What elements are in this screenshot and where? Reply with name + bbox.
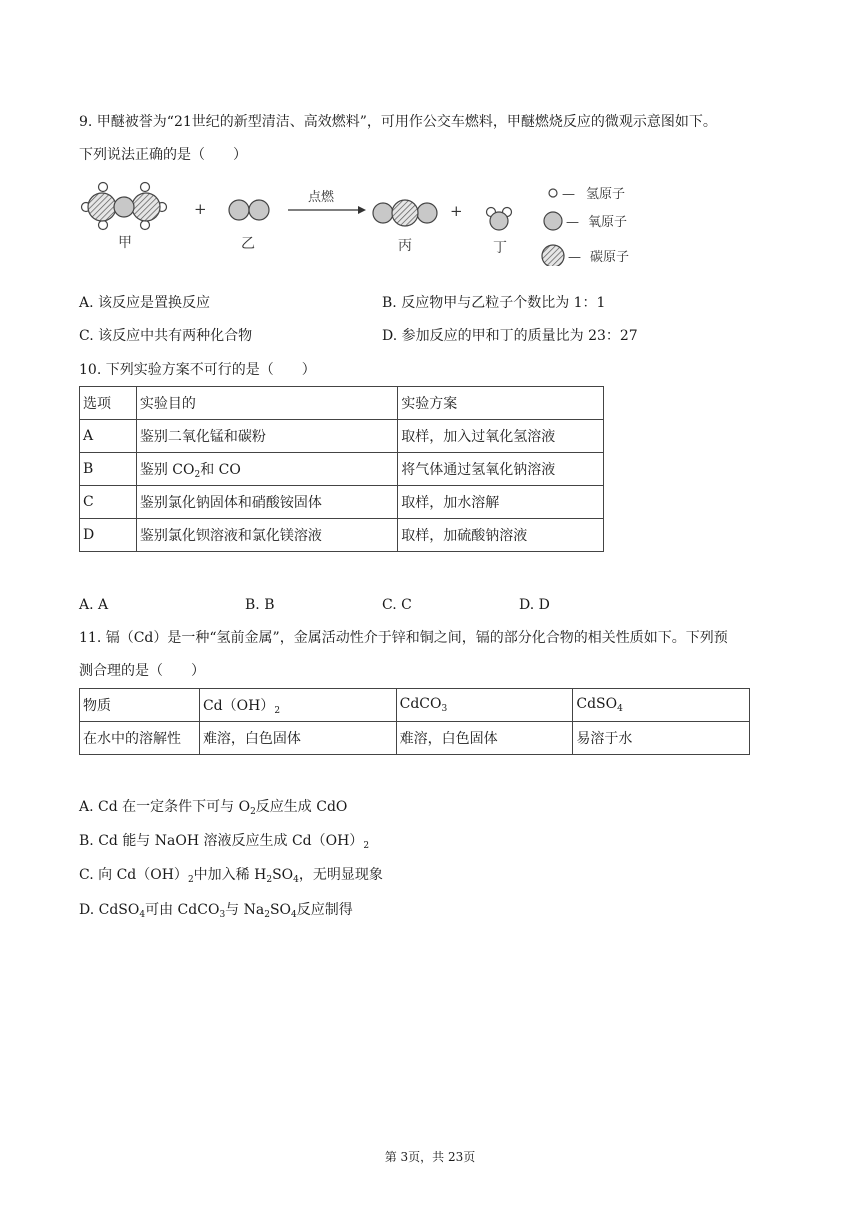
table-cell: C (80, 486, 137, 519)
molecule-ding (487, 208, 512, 231)
table-cell: 将气体通过氢氧化钠溶液 (398, 453, 604, 486)
subscript: 2 (264, 910, 270, 920)
reaction-diagram (76, 176, 646, 266)
q9-stem-line2: 下列说法正确的是（ ） (79, 147, 247, 163)
q11-option-b[interactable] (79, 831, 369, 856)
hydrogen-atom (141, 221, 150, 230)
subscript: 4 (139, 910, 146, 920)
carbon-atom (88, 193, 116, 221)
option-text: 可由 CdCO (145, 902, 220, 918)
q11-option-c[interactable] (79, 865, 383, 890)
q9-stem-line1: 9. 甲醚被誉为“21世纪的新型清洁、高效燃料”，可用作公交车燃料，甲醚燃烧反应的微观示意图如下。 (79, 114, 717, 130)
q11-stem-line2: 测合理的是（ ） (79, 663, 205, 679)
q10-option-a[interactable]: A. A (79, 597, 109, 613)
option-text: SO (269, 902, 292, 918)
q10-option-c[interactable]: C. C (382, 597, 412, 613)
table-header-cell: 实验方案 (398, 387, 604, 420)
table-cell: A (80, 420, 137, 453)
reaction-condition: 点燃 (308, 190, 335, 205)
q9-option-b[interactable]: B. 反应物甲与乙粒子个数比为 1：1 (382, 295, 606, 311)
cell-text: Cd（OH） (202, 697, 275, 714)
option-text: C. 向 Cd（OH） (79, 867, 188, 883)
oxygen-atom (114, 197, 134, 217)
table-cell: 取样，加入过氧化氢溶液 (398, 420, 604, 453)
q11-option-d[interactable] (79, 900, 353, 925)
subscript: 2 (187, 875, 194, 885)
carbon-atom (132, 193, 160, 221)
legend-dash: — (568, 250, 581, 265)
hydrogen-legend-icon (549, 189, 557, 197)
option-text: SO (272, 867, 294, 883)
option-text: 反应生成 CdO (255, 799, 348, 815)
plus-sign: + (194, 200, 207, 218)
subscript: 4 (291, 910, 297, 920)
table-cell: 难溶，白色固体 (199, 722, 396, 755)
subscript: 2 (274, 705, 281, 716)
option-text: B. Cd 能与 NaOH 溶液反应生成 Cd（OH） (79, 833, 364, 849)
option-text: ，无明显现象 (298, 867, 383, 883)
q9-option-d[interactable]: D. 参加反应的甲和丁的质量比为 23：27 (382, 328, 638, 344)
table-cell: 在水中的溶解性 (80, 722, 200, 755)
subscript: 3 (441, 704, 448, 714)
table-row (80, 519, 604, 552)
table-header-cell: 实验目的 (136, 387, 397, 420)
cell-text: 鉴别 CO (139, 461, 195, 478)
oxygen-atom (417, 203, 437, 223)
legend-carbon: 碳原子 (590, 250, 630, 265)
subscript: 4 (293, 875, 299, 885)
table-header-cell (396, 689, 573, 722)
legend-dash: — (562, 187, 575, 202)
table-cell: 鉴别二氧化锰和碳粉 (136, 420, 397, 453)
subscript: 2 (363, 841, 370, 851)
hydrogen-atom (141, 183, 150, 192)
table-row (80, 453, 604, 486)
q11-option-a[interactable] (79, 797, 347, 822)
q10-option-d[interactable]: D. D (519, 597, 550, 613)
label-ding: 丁 (493, 240, 507, 256)
molecule-bing (373, 200, 437, 226)
table-row (80, 722, 750, 755)
label-bing: 丙 (398, 238, 412, 254)
legend-oxygen: 氧原子 (588, 215, 628, 230)
hydrogen-atom (99, 183, 108, 192)
oxygen-atom (229, 200, 249, 220)
table-cell: B (80, 453, 137, 486)
label-yi: 乙 (241, 236, 255, 252)
legend-dash: — (566, 215, 579, 230)
table-header-cell: 物质 (80, 689, 200, 722)
oxygen-atom (373, 203, 393, 223)
option-text: 中加入稀 H (193, 867, 267, 883)
legend (542, 187, 629, 266)
q10-table (79, 386, 604, 552)
cell-text: CdCO (399, 696, 442, 712)
table-header-cell (573, 689, 750, 722)
plus-sign: + (450, 202, 463, 220)
hydrogen-atom (99, 221, 108, 230)
label-jia: 甲 (118, 235, 132, 251)
q11-table (79, 688, 750, 755)
table-row (80, 486, 604, 519)
q10-stem: 10. 下列实验方案不可行的是（ ） (79, 362, 316, 378)
arrow-head (358, 206, 366, 214)
subscript: 2 (194, 469, 201, 480)
option-text: 与 Na (225, 902, 265, 918)
option-text: D. CdSO (79, 902, 140, 918)
q10-option-b[interactable]: B. B (245, 597, 275, 613)
table-cell: 取样，加水溶解 (398, 486, 604, 519)
table-header-row (80, 387, 604, 420)
legend-hydrogen: 氢原子 (586, 187, 626, 202)
table-header-row (80, 689, 750, 722)
table-cell (136, 453, 397, 486)
molecule-yi (229, 200, 269, 220)
table-cell: 鉴别氯化钡溶液和氯化镁溶液 (136, 519, 397, 552)
oxygen-atom (249, 200, 269, 220)
table-cell: 易溶于水 (573, 722, 750, 755)
table-cell: 难溶，白色固体 (396, 722, 573, 755)
table-cell: D (80, 519, 137, 552)
oxygen-atom (490, 212, 508, 230)
oxygen-legend-icon (544, 212, 562, 230)
table-cell: 鉴别氯化钠固体和硝酸铵固体 (136, 486, 397, 519)
cell-text: CdSO (576, 696, 618, 712)
subscript: 2 (266, 875, 273, 885)
option-text: 反应制得 (296, 902, 353, 918)
table-cell: 取样，加硫酸钠溶液 (398, 519, 604, 552)
q9-option-a[interactable]: A. 该反应是置换反应 (79, 295, 211, 311)
subscript: 2 (250, 807, 256, 817)
option-text: A. Cd 在一定条件下可与 O (79, 799, 251, 815)
q11-stem-line1: 11. 镉（Cd）是一种“氢前金属”，金属活动性介于锌和铜之间，镉的部分化合物的相关性质如下。下列预 (79, 630, 728, 646)
table-row (80, 420, 604, 453)
table-header-cell (199, 689, 396, 722)
page-footer: 第 3页，共 23页 (384, 1150, 476, 1164)
q9-option-c[interactable]: C. 该反应中共有两种化合物 (79, 328, 253, 344)
carbon-atom (392, 200, 418, 226)
carbon-legend-icon (542, 245, 564, 266)
subscript: 3 (219, 910, 226, 920)
molecule-jia (82, 183, 167, 230)
cell-text: 和 CO (200, 461, 241, 478)
subscript: 4 (617, 704, 623, 714)
table-header-cell: 选项 (80, 387, 137, 420)
